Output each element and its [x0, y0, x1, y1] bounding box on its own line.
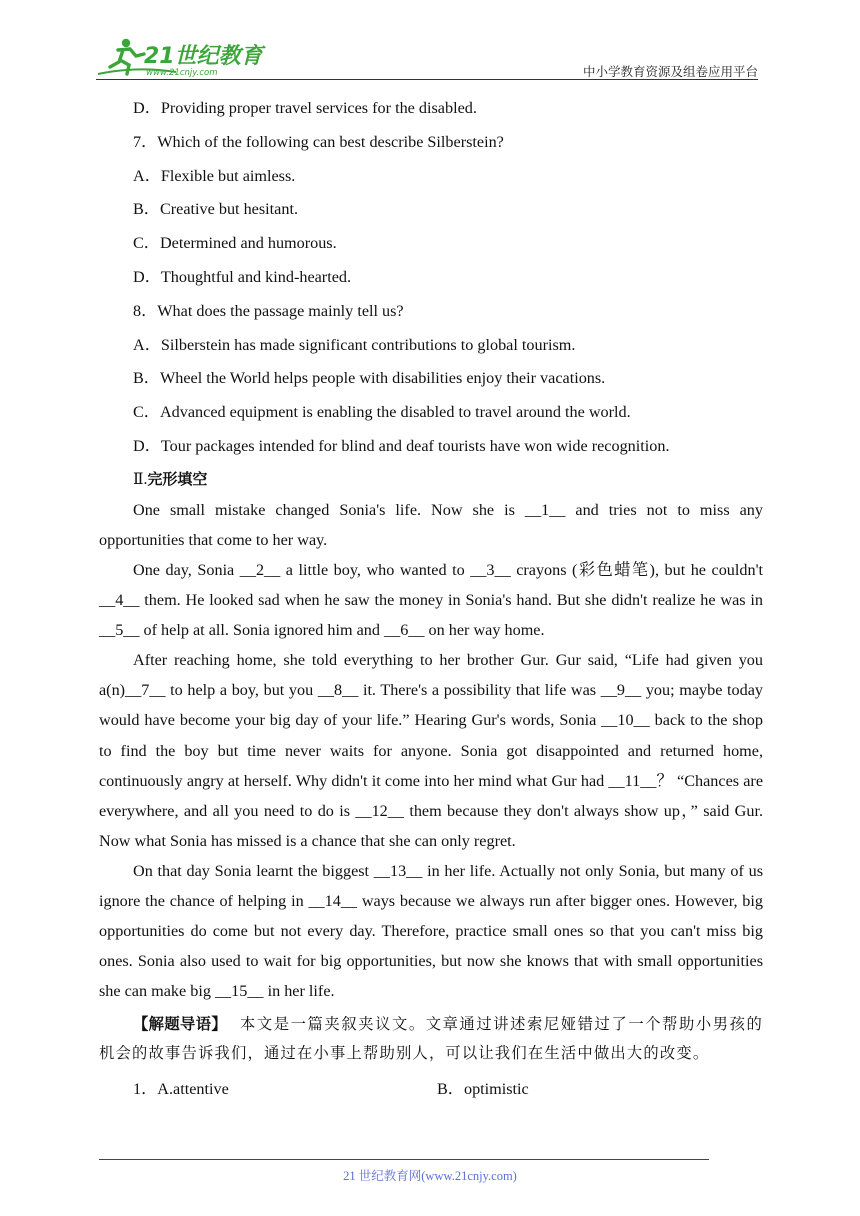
q8-stem: 8．What does the passage mainly tell us? [133, 301, 404, 320]
q7-option-d: D．Thoughtful and kind-hearted. [133, 267, 352, 286]
site-logo [96, 36, 266, 78]
q8-option-c: C．Advanced equipment is enabling the disabled to travel around the world. [133, 403, 631, 422]
section-numeral: Ⅱ. [133, 470, 148, 488]
guide-paragraph [99, 1010, 763, 1068]
section-title: 完形填空 [147, 469, 208, 488]
answer-row-1 [99, 1074, 763, 1104]
footer-divider [99, 1159, 709, 1160]
guide-tag: 【解题导语】 [133, 1015, 228, 1034]
header-platform-title: 中小学教育资源及组卷应用平台 [582, 64, 758, 79]
q8-option-d: D．Tour packages intended for blind and deaf tourists have won wide recognition. [133, 436, 670, 455]
passage-paragraph-2: One day, Sonia __2__ a little boy, who wanted to __3__ crayons (彩色蜡笔), but he couldn't __4__ them. He looked sad when he saw the money in Sonia's hand. But she didn't realize he was in __5__ of help at all. Sonia ignored him and __6__ on her way home. [99, 560, 763, 640]
document-body [99, 92, 763, 1104]
svg-text:www.21cnjy.com: www.21cnjy.com [146, 68, 218, 78]
svg-text:21世纪教育: 21世纪教育 [144, 44, 263, 69]
answer-1-option-b: B．optimistic [437, 1080, 529, 1099]
guide-text: 本文是一篇夹叙夹议文。文章通过讲述索尼娅错过了一个帮助小男孩的机会的故事告诉我们，通过在小事上帮助别人，可以让我们在生活中做出大的改变。 [99, 1015, 764, 1063]
q7-option-c: C．Determined and humorous. [133, 234, 337, 253]
passage-paragraph-3: After reaching home, she told everything to her brother Gur. Gur said, “Life had given you a(n)__7__ to help a boy, but you __8__ it. There's a possibility that life was __9__ you; maybe today would have become your big day of your life.” Hearing Gur's words, Sonia __10__ back to the shop to find the boy but time never waits for anyone. Sonia got disappointed and returned home, continuously angry at herself. Why didn't it come into her mind what Gur had __11__？ “Chances are everywhere, and all you need to do is __12__ them because they don't always show up，” said Gur. Now what Sonia has missed is a chance that she can only regret. [99, 651, 763, 850]
header-divider [96, 79, 758, 80]
q6-option-d: D．Providing proper travel services for the disabled. [133, 99, 477, 117]
footer-text: 21 世纪教育网(www.21cnjy.com) [343, 1169, 517, 1183]
q8-option-b: B．Wheel the World helps people with disabilities enjoy their vacations. [133, 369, 606, 388]
passage-paragraph-1: One small mistake changed Sonia's life. Now she is __1__ and tries not to miss any opportunities that come to her way. [99, 500, 763, 549]
q7-stem: 7．Which of the following can best describe Silberstein? [133, 132, 504, 151]
page-header [96, 30, 758, 80]
section-heading [99, 464, 763, 495]
q8-option-a: A．Silberstein has made significant contributions to global tourism. [133, 335, 576, 354]
q7-option-a: A．Flexible but aimless. [133, 166, 296, 185]
q7-option-b: B．Creative but hesitant. [133, 200, 298, 219]
answer-1-option-a: 1．A.attentive [133, 1080, 229, 1099]
passage-paragraph-4: On that day Sonia learnt the biggest __13__ in her life. Actually not only Sonia, but many of us ignore the chance of helping in __14__ ways because we always run after bigger ones. However, big opportunities do come but not every day. Therefore, practice small ones so that you can't miss big ones. Sonia also used to wait for big opportunities, but now she knows that with small opportunities she can make big __15__ in her life. [99, 861, 763, 1001]
